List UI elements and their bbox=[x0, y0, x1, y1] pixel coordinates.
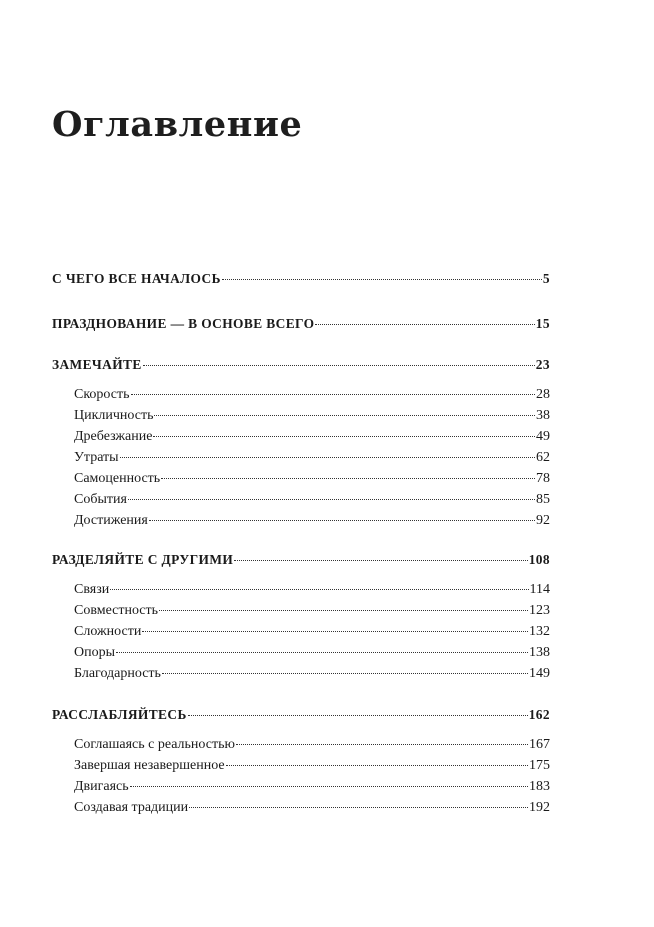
toc-subsection-list bbox=[52, 384, 550, 531]
toc-page-number: 183 bbox=[529, 779, 550, 794]
toc-subsection-title: Завершая незавершенное bbox=[74, 758, 225, 773]
toc-chapter-entry[interactable] bbox=[52, 313, 550, 334]
dot-leader bbox=[189, 807, 528, 808]
toc-section bbox=[52, 354, 550, 531]
toc-page-number: 49 bbox=[536, 429, 550, 444]
dot-leader bbox=[143, 365, 535, 366]
toc-subsection-title: Двигаясь bbox=[74, 779, 129, 794]
toc-subsection-entry[interactable] bbox=[52, 755, 550, 776]
dot-leader bbox=[110, 589, 528, 590]
toc-subsection-entry[interactable] bbox=[52, 621, 550, 642]
toc-chapter-title: ЗАМЕЧАЙТЕ bbox=[52, 357, 142, 372]
toc-page-number: 108 bbox=[528, 552, 550, 567]
toc-subsection-entry[interactable] bbox=[52, 776, 550, 797]
toc-section bbox=[52, 549, 550, 684]
toc-subsection-title: Достижения bbox=[74, 513, 148, 528]
toc-subsection-title: Благодарность bbox=[74, 666, 161, 681]
dot-leader bbox=[130, 786, 528, 787]
toc-page-number: 149 bbox=[529, 666, 550, 681]
toc-subsection-title: Цикличность bbox=[74, 408, 154, 423]
toc-chapter-entry[interactable] bbox=[52, 268, 550, 289]
toc-subsection-entry[interactable] bbox=[52, 405, 550, 426]
dot-leader bbox=[116, 652, 528, 653]
toc-subsection-entry[interactable] bbox=[52, 642, 550, 663]
toc-page-number: 85 bbox=[536, 492, 550, 507]
toc-section bbox=[52, 268, 550, 289]
toc-subsection-title: Утраты bbox=[74, 450, 119, 465]
dot-leader bbox=[234, 560, 528, 561]
toc-subsection-entry[interactable] bbox=[52, 384, 550, 405]
toc-chapter-entry[interactable] bbox=[52, 354, 550, 375]
toc-page-number: 175 bbox=[529, 758, 550, 773]
toc-page-number: 92 bbox=[536, 513, 550, 528]
toc-page-number: 138 bbox=[529, 645, 550, 660]
toc-subsection-list bbox=[52, 579, 550, 684]
dot-leader bbox=[226, 765, 528, 766]
toc-page-number: 123 bbox=[529, 603, 550, 618]
toc-page-number: 162 bbox=[528, 707, 550, 722]
toc-chapter-entry[interactable] bbox=[52, 704, 550, 725]
toc-subsection-entry[interactable] bbox=[52, 426, 550, 447]
dot-leader bbox=[153, 436, 535, 437]
page-title: Оглавление bbox=[52, 104, 303, 145]
toc-subsection-entry[interactable] bbox=[52, 447, 550, 468]
dot-leader bbox=[149, 520, 535, 521]
toc-subsection-title: Скорость bbox=[74, 387, 130, 402]
toc-chapter-title: РАССЛАБЛЯЙТЕСЬ bbox=[52, 707, 187, 722]
toc-subsection-list bbox=[52, 734, 550, 818]
toc-subsection-entry[interactable] bbox=[52, 600, 550, 621]
toc-chapter-title: РАЗДЕЛЯЙТЕ С ДРУГИМИ bbox=[52, 552, 234, 567]
toc-subsection-title: События bbox=[74, 492, 127, 507]
toc-subsection-title: Сложности bbox=[74, 624, 142, 639]
toc-page-number: 23 bbox=[535, 357, 550, 372]
dot-leader bbox=[128, 499, 535, 500]
toc-subsection-title: Опоры bbox=[74, 645, 116, 660]
toc-page-number: 62 bbox=[536, 450, 550, 465]
dot-leader bbox=[131, 394, 536, 395]
toc-page-number: 38 bbox=[536, 408, 550, 423]
toc-page-number: 167 bbox=[529, 737, 550, 752]
toc-page-number: 132 bbox=[529, 624, 550, 639]
dot-leader bbox=[120, 457, 535, 458]
toc-subsection-entry[interactable] bbox=[52, 579, 550, 600]
toc-page-number: 5 bbox=[542, 271, 550, 286]
toc-subsection-title: Создавая традиции bbox=[74, 800, 189, 815]
dot-leader bbox=[161, 478, 535, 479]
dot-leader bbox=[162, 673, 528, 674]
toc-subsection-title: Совместность bbox=[74, 603, 159, 618]
dot-leader bbox=[154, 415, 535, 416]
toc-page-number: 15 bbox=[535, 316, 550, 331]
dot-leader bbox=[315, 324, 534, 325]
toc-subsection-entry[interactable] bbox=[52, 734, 550, 755]
dot-leader bbox=[142, 631, 528, 632]
dot-leader bbox=[188, 715, 528, 716]
toc-subsection-title: Связи bbox=[74, 582, 110, 597]
toc-chapter-title: ПРАЗДНОВАНИЕ — В ОСНОВЕ ВСЕГО bbox=[52, 316, 315, 331]
dot-leader bbox=[222, 279, 542, 280]
toc-subsection-entry[interactable] bbox=[52, 468, 550, 489]
dot-leader bbox=[159, 610, 528, 611]
toc-section bbox=[52, 313, 550, 334]
toc-subsection-entry[interactable] bbox=[52, 510, 550, 531]
toc-section bbox=[52, 704, 550, 818]
toc-subsection-title: Самоценность bbox=[74, 471, 161, 486]
toc-page-number: 28 bbox=[536, 387, 550, 402]
toc-page-number: 114 bbox=[529, 582, 550, 597]
toc-subsection-title: Соглашаясь с реальностью bbox=[74, 737, 235, 752]
toc-subsection-entry[interactable] bbox=[52, 663, 550, 684]
toc-chapter-entry[interactable] bbox=[52, 549, 550, 570]
toc-chapter-title: С ЧЕГО ВСЕ НАЧАЛОСЬ bbox=[52, 271, 221, 286]
toc-page-number: 78 bbox=[536, 471, 550, 486]
toc-subsection-title: Дребезжание bbox=[74, 429, 153, 444]
toc-subsection-entry[interactable] bbox=[52, 489, 550, 510]
toc-page-number: 192 bbox=[529, 800, 550, 815]
dot-leader bbox=[236, 744, 528, 745]
toc-subsection-entry[interactable] bbox=[52, 797, 550, 818]
